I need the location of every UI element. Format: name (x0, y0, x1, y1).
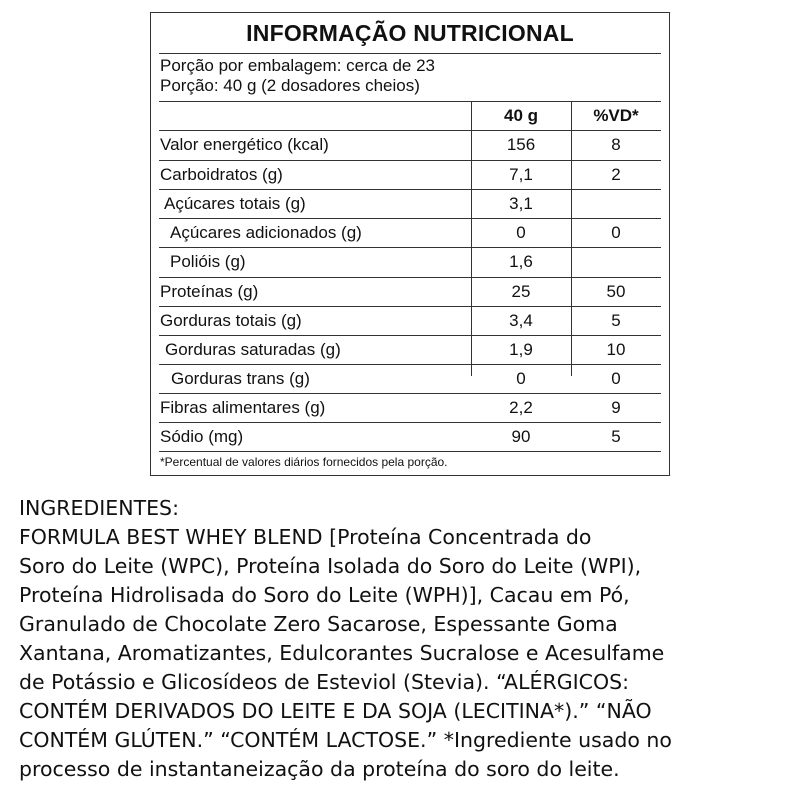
table-row (151, 423, 669, 452)
table-bottom-rule (159, 451, 661, 452)
nutrient-dv: 5 (611, 427, 621, 446)
nutrient-name: Fibras alimentares (g) (160, 398, 326, 417)
title-divider (159, 53, 661, 54)
nutrient-amount: 3,1 (509, 194, 533, 213)
ingredients-line: Granulado de Chocolate Zero Sacarose, Espessante Goma (19, 612, 618, 636)
ingredients-heading: INGREDIENTES: (19, 496, 179, 520)
servings-per-package: Porção por embalagem: cerca de 23 (160, 56, 435, 75)
serving-size: Porção: 40 g (2 dosadores cheios) (160, 76, 420, 95)
ingredients-line: processo de instantaneização da proteína do soro do leite. (19, 757, 620, 781)
table-row (151, 161, 669, 190)
table-row (151, 190, 669, 219)
table-row (151, 248, 669, 277)
nutrient-amount: 7,1 (509, 165, 533, 184)
nutrient-name: Gorduras totais (g) (160, 311, 302, 330)
nutrition-facts-panel (150, 12, 670, 476)
nutrient-amount: 0 (516, 223, 526, 242)
nutrient-amount: 156 (506, 135, 536, 154)
nutrient-name: Açúcares adicionados (g) (170, 223, 362, 242)
nutrient-amount: 90 (511, 427, 531, 446)
ingredients-line: de Potássio e Glicosídeos de Esteviol (Stevia). “ALÉRGICOS: (19, 670, 629, 694)
nutrient-dv: 10 (606, 340, 626, 359)
ingredients-line: Proteína Hidrolisada do Soro do Leite (WPH)], Cacau em Pó, (19, 583, 630, 607)
nutrient-dv: 9 (611, 398, 621, 417)
ingredients-line: FORMULA BEST WHEY BLEND [Proteína Concentrada do (19, 525, 592, 549)
footnote: *Percentual de valores diários fornecidos pela porção. (160, 455, 448, 469)
table-row (151, 278, 669, 307)
dv-column-header: %VD* (593, 106, 639, 125)
ingredients-line: Xantana, Aromatizantes, Edulcorantes Sucralose e Acesulfame (19, 641, 665, 665)
nutrient-amount: 1,6 (509, 252, 533, 271)
table-row (151, 365, 669, 394)
ingredients-section (19, 494, 794, 784)
nutrient-name: Proteínas (g) (160, 282, 259, 301)
table-row (151, 336, 669, 365)
ingredients-line: CONTÉM DERIVADOS DO LEITE E DA SOJA (LECITINA*).” “NÃO (19, 699, 652, 723)
nutrient-name: Valor energético (kcal) (160, 135, 329, 154)
nutrient-name: Sódio (mg) (160, 427, 244, 446)
table-row (151, 307, 669, 336)
nutrient-name: Gorduras saturadas (g) (165, 340, 341, 359)
panel-title: INFORMAÇÃO NUTRICIONAL (246, 20, 574, 46)
amount-column-header: 40 g (503, 106, 539, 125)
nutrient-amount: 1,9 (509, 340, 533, 359)
nutrient-name: Polióis (g) (170, 252, 246, 271)
nutrient-dv: 2 (611, 165, 621, 184)
nutrient-name: Açúcares totais (g) (164, 194, 306, 213)
nutrient-dv: 0 (611, 369, 621, 388)
nutrient-dv: 50 (606, 282, 626, 301)
ingredients-line: Soro do Leite (WPC), Proteína Isolada do Soro do Leite (WPI), (19, 554, 642, 578)
table-row (151, 394, 669, 423)
table-top-rule (159, 101, 661, 102)
nutrient-name: Carboidratos (g) (160, 165, 283, 184)
nutrient-amount: 0 (516, 369, 526, 388)
nutrient-name: Gorduras trans (g) (171, 369, 310, 388)
table-row (151, 131, 669, 160)
ingredients-line: CONTÉM GLÚTEN.” “CONTÉM LACTOSE.” *Ingrediente usado no (19, 728, 672, 752)
nutrient-amount: 2,2 (509, 398, 533, 417)
nutrient-dv: 5 (611, 311, 621, 330)
nutrient-dv: 0 (611, 223, 621, 242)
nutrient-dv: 8 (611, 135, 621, 154)
table-row (151, 219, 669, 248)
nutrient-amount: 25 (511, 282, 531, 301)
nutrient-amount: 3,4 (509, 311, 533, 330)
